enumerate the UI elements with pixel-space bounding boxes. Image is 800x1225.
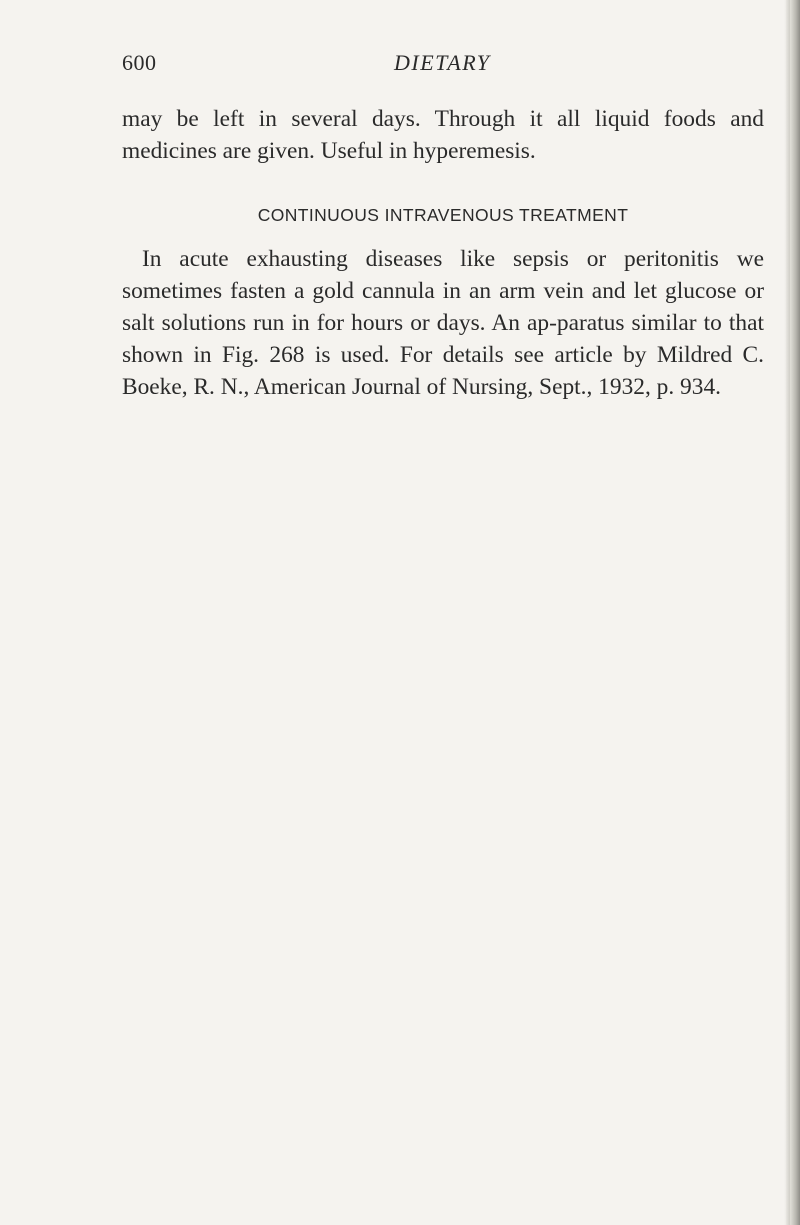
running-head [122,50,762,80]
page-number: 600 [122,50,157,75]
paragraph-continued: may be left in several days. Through it all liquid foods and medicines are given. Useful in hyperemesis. [122,106,764,164]
paragraph-intravenous-treatment: In acute exhausting diseases like sepsis or peritonitis we sometimes fasten a gold cannula in an arm vein and let glucose or salt solutions run in for hours or days. An ap-paratus similar to that shown in Fig. 268 is used. For details see article by Mildred C. Boeke, R. N., American Journal of Nursing, Sept., 1932, p. 934. [122,246,764,400]
section-heading: CONTINUOUS INTRAVENOUS TREATMENT [257,205,629,225]
page-edge-shadow [784,0,790,1225]
running-title: DIETARY [394,50,491,75]
page-content [122,103,764,403]
